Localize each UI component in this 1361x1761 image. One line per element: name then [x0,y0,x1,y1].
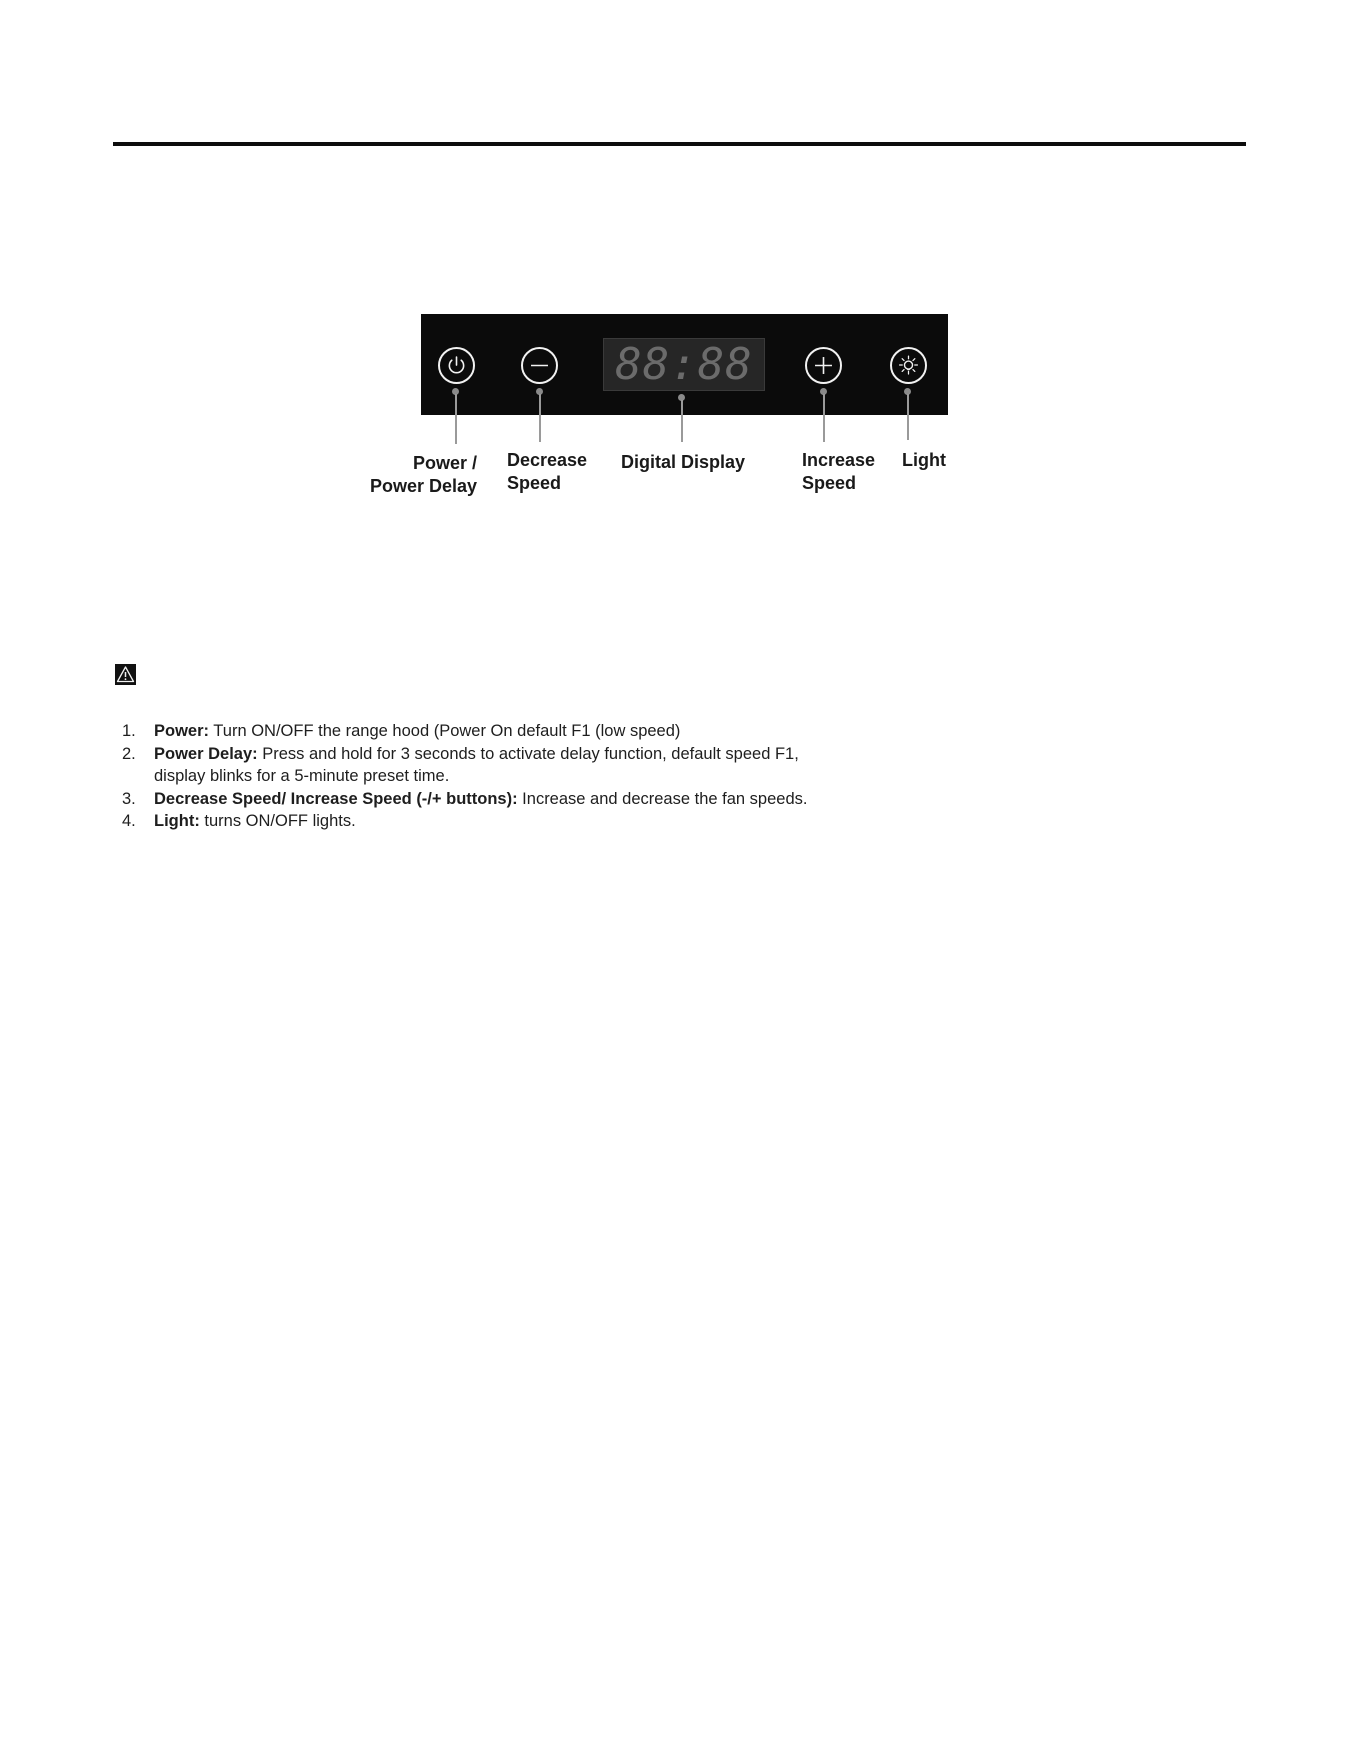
power-icon [440,349,473,382]
callout-digital-display [621,451,745,474]
callout-power [340,452,477,498]
light-leader-line [907,394,909,440]
callout-power-line-1: Power / [412,453,477,473]
callout-increase-speed [802,449,875,495]
power-button[interactable] [438,347,475,384]
list-item [118,743,978,788]
list-item-number: 3. [122,789,136,808]
callout-increase-line-2: Speed [802,473,857,493]
callout-decrease-line-2: Speed [507,473,562,493]
minus-icon [523,349,556,382]
callout-display-line-1: Digital Display [621,452,746,472]
list-item-text: Turn ON/OFF the range hood (Power On default F1 (low speed) [209,722,681,740]
increase-speed-button[interactable] [805,347,842,384]
list-item-term: Power: [154,722,210,740]
display-leader-line [681,400,683,442]
list-item-number: 2. [122,744,136,763]
callout-light [902,449,946,472]
list-item [118,788,978,811]
list-item-text: turns ON/OFF lights. [199,812,356,830]
plus-icon [807,349,840,382]
decrease-leader-line [539,394,541,442]
callout-decrease-speed [507,449,587,495]
decrease-speed-button[interactable] [521,347,558,384]
list-item-text: Increase and decrease the fan speeds. [517,789,808,808]
header-rule [113,142,1246,146]
list-item-term: Light: [154,812,200,830]
power-leader-line [455,394,457,444]
list-item-term: Decrease Speed/ Increase Speed (-/+ buttons): [154,789,518,808]
list-item [118,810,978,833]
callout-increase-line-1: Increase [802,450,876,470]
callout-power-line-2: Power Delay [369,476,477,496]
list-item-text-continued: display blinks for a 5-minute preset time. [154,767,450,785]
display-readout: 88:88 [615,338,753,390]
list-item-text: Press and hold for 3 seconds to activate delay function, default speed F1, [257,744,799,763]
callout-decrease-line-1: Decrease [507,450,588,470]
light-button[interactable] [890,347,927,384]
warning-triangle-icon [115,664,136,685]
list-item-term: Power Delay: [154,744,258,763]
light-bulb-icon [892,349,925,382]
digital-display [603,338,765,391]
callout-light-line-1: Light [902,450,946,470]
increase-leader-line [823,394,825,442]
list-item-number: 4. [122,812,136,830]
list-item-number: 1. [122,722,136,740]
list-item [118,720,978,743]
instructions-list [118,720,978,833]
